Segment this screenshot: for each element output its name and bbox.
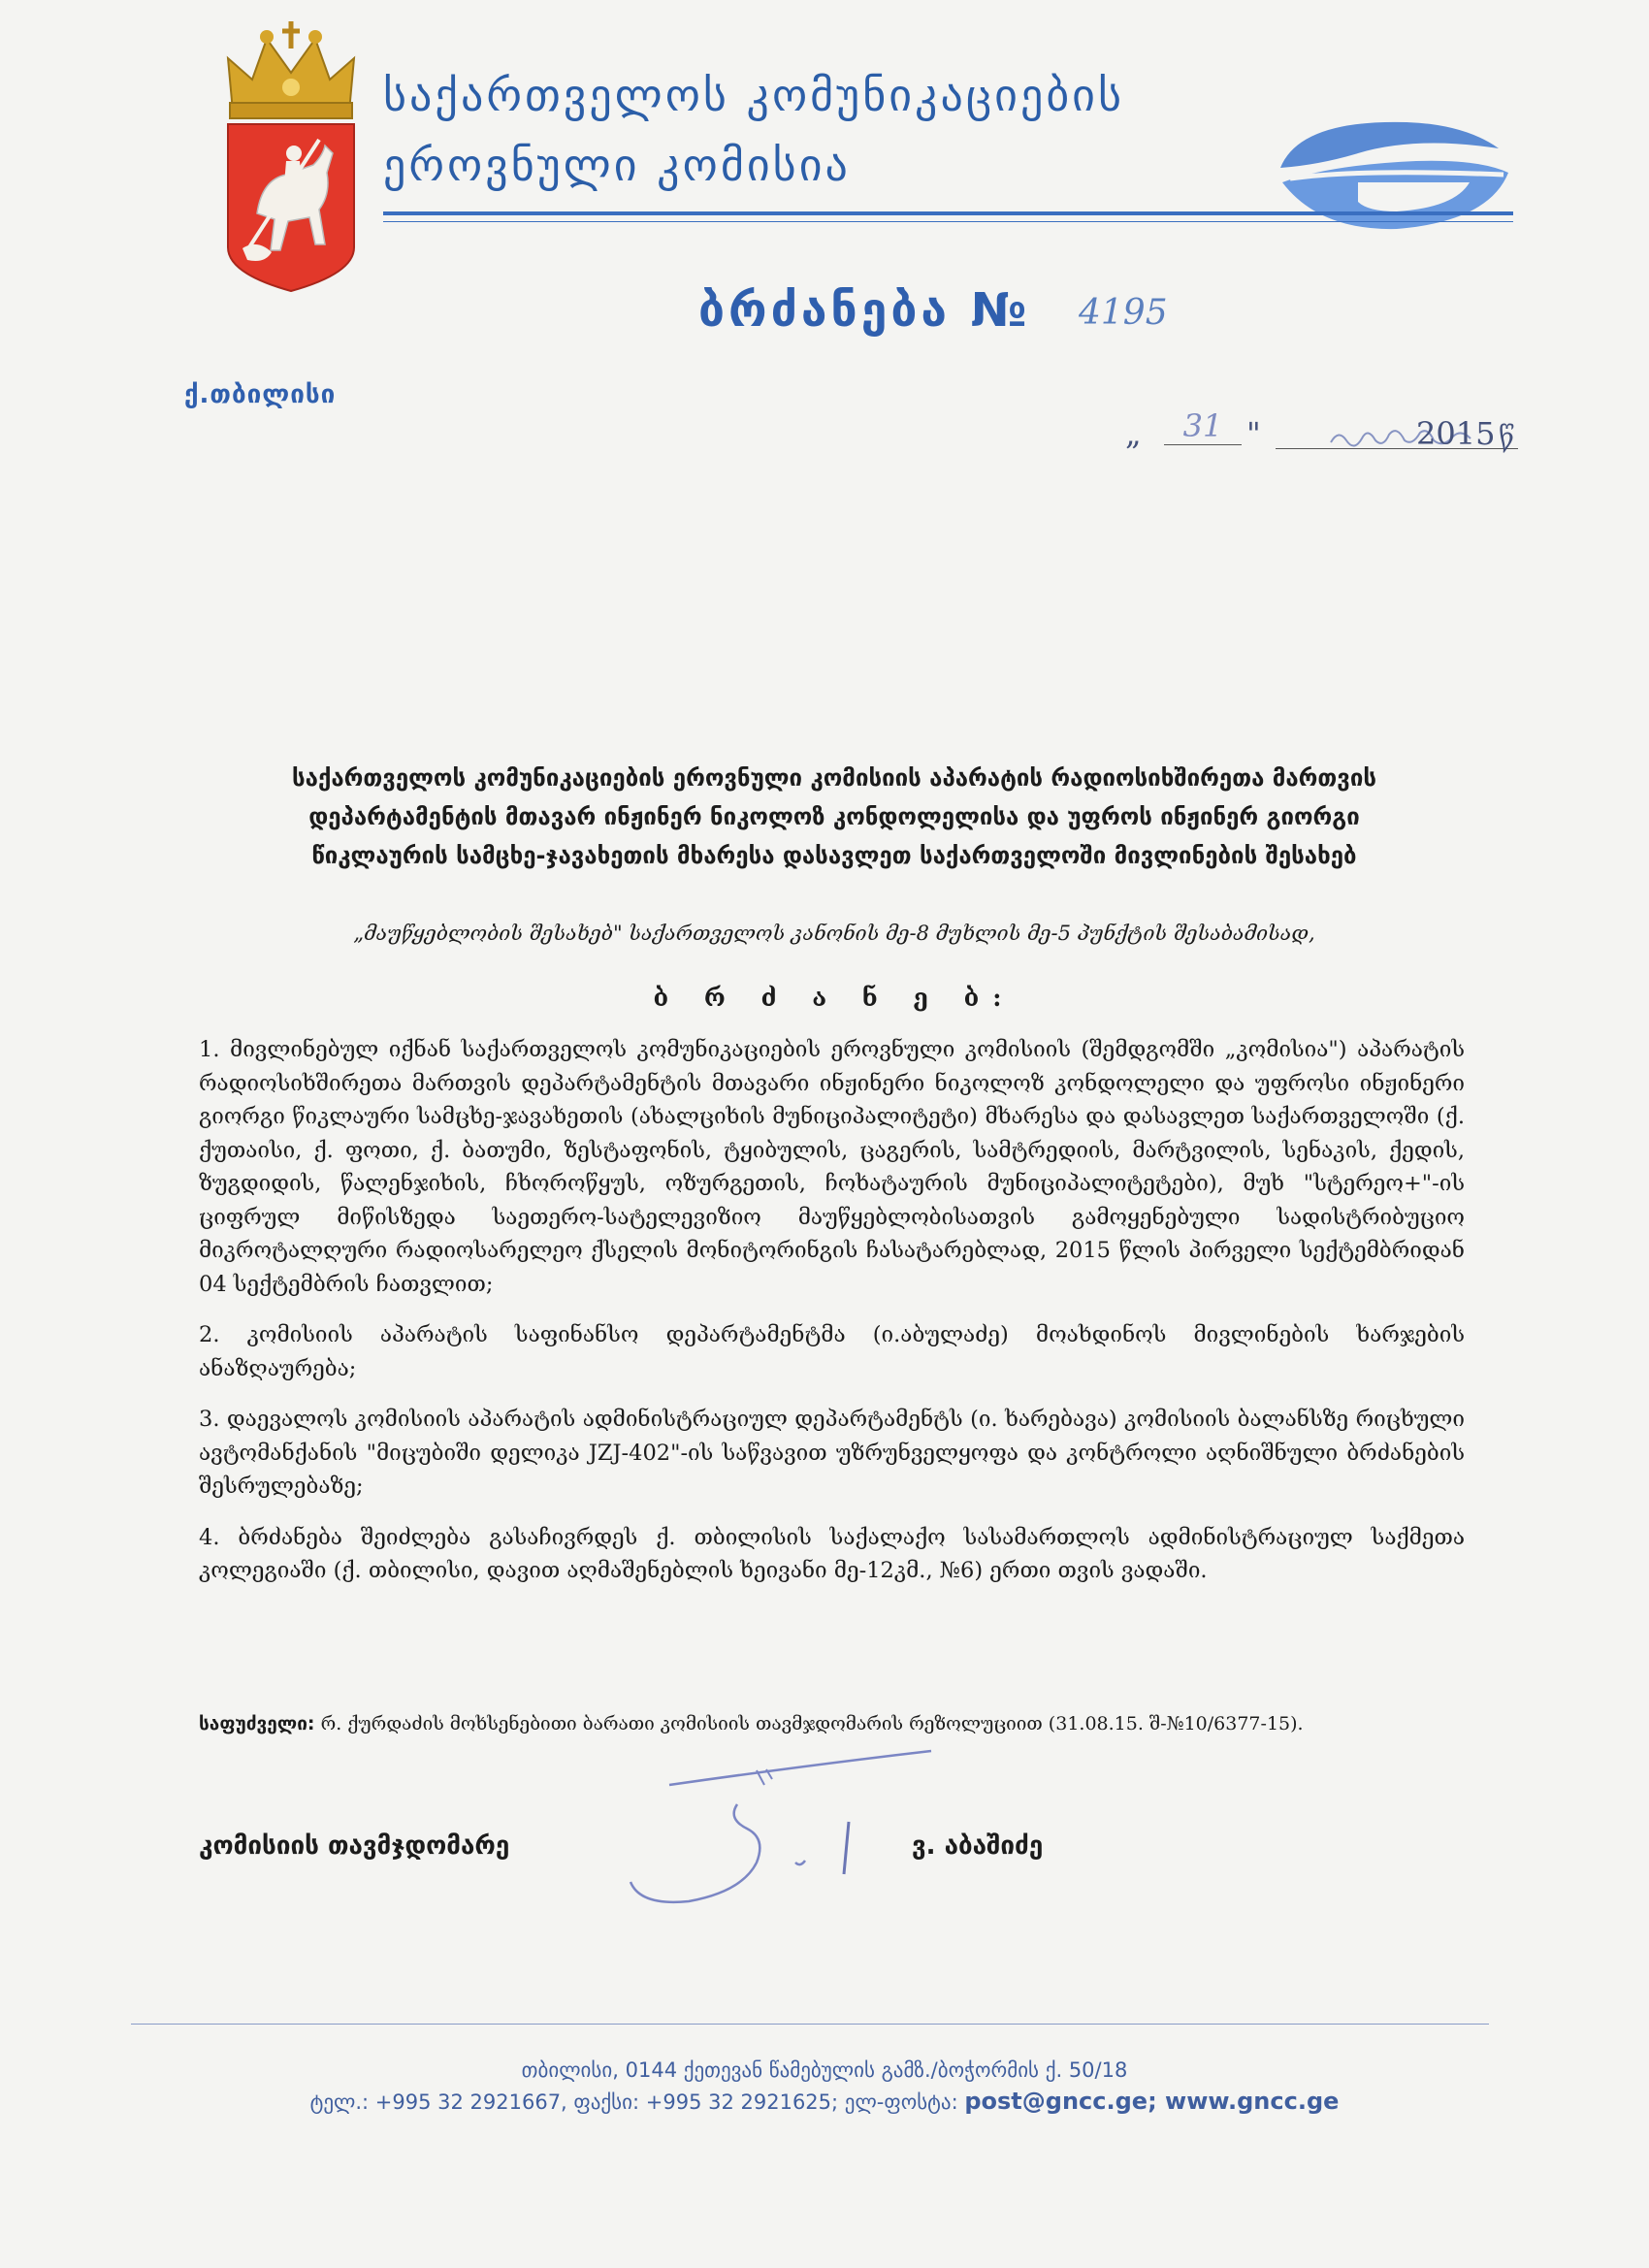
footer-rule	[131, 2024, 1489, 2025]
date-year-suffix: წ	[1499, 421, 1515, 453]
footer-address: თბილისი, 0144 ქეთევან წამებულის გამზ./ბოჭორმის ქ. 50/18	[521, 2058, 1128, 2082]
subject-line2: დეპარტამენტის მთავარ ინჟინერ ნიკოლოზ კონდოლელისა და უფროს ინჟინერ გიორგი	[308, 803, 1360, 830]
order-heading: ბ რ ძ ა ნ ე ბ:	[653, 984, 1016, 1012]
organization-name	[383, 60, 1256, 200]
date-close-quote: "	[1246, 415, 1261, 452]
signatory-name: ვ. აბაშიძე	[912, 1831, 1044, 1861]
foundation-note	[199, 1713, 1465, 1734]
city-label: ქ.თბილისი	[184, 380, 337, 409]
order-title: ბრძანება №	[698, 283, 1031, 338]
date-open-quote: „	[1125, 415, 1142, 452]
clause-2: 2. კომისიის აპარატის საფინანსო დეპარტამენტმა (ი.აბულაძე) მოახდინოს მივლინების ხარჯების ანაზღაურება;	[199, 1322, 1465, 1381]
clause-4: 4. ბრძანება შეიძლება გასაჩივრდეს ქ. თბილისის საქალაქო სასამართლოს ადმინისტრაციულ საქმეთა კოლეგიაში (ქ. თბილისი, დავით აღმაშენებლის ხეივანი მე-12კმ., №6) ერთი თვის ვადაში.	[199, 1524, 1465, 1583]
foundation-text: რ. ქურდაძის მოხსენებითი ბარათი კომისიის თავმჯდომარის რეზოლუციით (31.08.15. შ-№10/6377-15).	[320, 1713, 1304, 1734]
footer-contacts	[194, 2086, 1455, 2118]
date-day: 31	[1164, 407, 1242, 445]
footer-web-links[interactable]: post@gncc.ge; www.gncc.ge	[964, 2088, 1340, 2115]
header-rule	[383, 211, 1513, 215]
date-line	[1116, 407, 1523, 473]
header-rule-thin	[383, 221, 1513, 222]
subject-line1: საქართველოს კომუნიკაციების ეროვნული კომისიის აპარატის რადიოსიხშირეთა მართვის	[292, 764, 1376, 792]
foundation-label: საფუძველი:	[199, 1713, 315, 1734]
date-year: 2015	[1416, 415, 1496, 452]
signatory-title: კომისიის თავმჯდომარე	[199, 1831, 510, 1861]
footer	[194, 2055, 1455, 2118]
footer-phone-fax: ტელ.: +995 32 2921667, ფაქსი: +995 32 2921625; ელ-ფოსტა:	[309, 2090, 965, 2114]
order-subject	[189, 759, 1479, 875]
clause-3: 3. დაევალოს კომისიის აპარატის ადმინისტრაციულ დეპარტამენტს (ი. ხარებავა) კომისიის ბალანსზე რიცხული ავტომანქანის "მიცუბიში დელიკა JZJ-402"-ის საწვავით უზრუნველყოფა და კონტროლი აღნიშნული ბრძანების შესრულებაზე;	[199, 1407, 1465, 1499]
clause-1: 1. მივლინებულ იქნან საქართველოს კომუნიკაციების ეროვნული კომისიის (შემდგომში „კომისია") აპარატის რადიოსიხშირეთა მართვის დეპარტამენტის მთავარი ინჟინერი ნიკოლოზ კონდოლელი და უფროსი ინჟინერი გიორგი წიკლაური სამცხე-ჯავახეთის (ახალციხის მუნიციპალიტეტი) მხარესა და დასავლეთ საქართველოში (ქ. ქუთაისი, ქ. ფოთი, ქ. ბათუმი, ზესტაფონის, ტყიბულის, ცაგერის, სამტრედიის, მარტვილის, სენაკის, ქედის, ზუგდიდის, წალენჯიხის, ჩხოროწყუს, ოზურგეთის, ჩოხატაურის მუნიციპალიტეტები), მუხ "სტერეო+"-ის ციფრულ მიწისზედა საეთერო-სატელევიზიო მაუწყებლობისათვის გამოყენებული სადისტრიბუციო მიკროტალღური რადიოსარელეო ქსელის მონიტორინგის ჩასატარებლად, 2015 წლის პირველი სექტემბრიდან 04 სექტემბრის ჩათვლით;	[199, 1037, 1465, 1297]
org-name-line1: საქართველოს კომუნიკაციების	[383, 69, 1124, 121]
order-number: 4195	[1079, 293, 1168, 333]
org-name-line2: ეროვნული კომისია	[383, 139, 851, 191]
subject-line3: წიკლაურის სამცხე-ჯავახეთის მხარესა დასავლეთ საქართველოში მივლინების შესახებ	[311, 842, 1357, 869]
coat-of-arms-icon	[218, 19, 364, 296]
legal-basis: „მაუწყებლობის შესახებ" საქართველოს კანონის მე-8 მუხლის მე-5 პუნქტის შესაბამისად,	[353, 922, 1315, 945]
order-clauses	[199, 1033, 1465, 1605]
gncc-logo-icon	[1271, 114, 1513, 236]
